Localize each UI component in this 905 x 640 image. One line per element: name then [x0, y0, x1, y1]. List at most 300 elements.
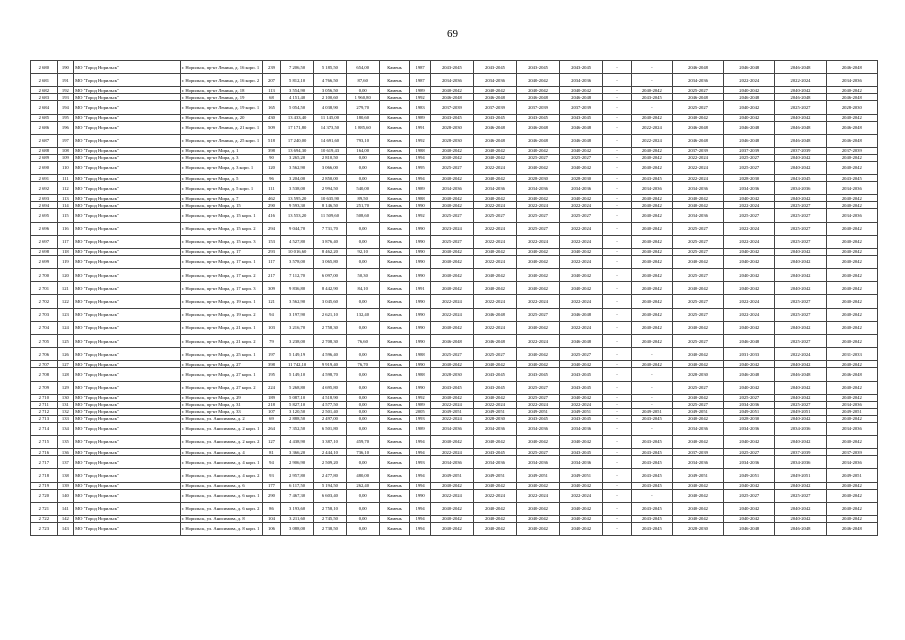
total-area-cell: 5 054,50 [281, 101, 314, 114]
period-9-cell: 2040-2042 [775, 361, 826, 368]
period-1-cell: 2028-2030 [430, 134, 473, 147]
wall-material-cell: Камень [379, 182, 410, 195]
total-area-cell: 9 044,70 [281, 222, 314, 235]
period-1-cell: 2040-2042 [430, 522, 473, 535]
living-area-cell: 2 100,60 [314, 94, 347, 101]
residents-cell: 96 [262, 175, 280, 182]
nonresidential-area-cell: 508,60 [346, 209, 379, 222]
period-9-cell: 2046-2048 [775, 134, 826, 147]
municipality-cell: МО "Город Норильск" [74, 147, 181, 154]
row-number-cell: 2 696 [31, 222, 58, 235]
item-number-cell: 191 [57, 74, 73, 87]
period-10-cell: 2046-2048 [826, 368, 877, 381]
period-1-cell: 2022-2024 [430, 489, 473, 502]
construction-year-cell: 1990 [410, 255, 431, 268]
period-5-cell: - [603, 114, 632, 121]
period-7-cell: 2046-2048 [672, 94, 723, 101]
period-9-cell: 2025-2027 [775, 222, 826, 235]
municipality-cell: МО "Город Норильск" [74, 415, 181, 422]
period-1-cell: 2034-2036 [430, 182, 473, 195]
period-9-cell: 2040-2042 [775, 195, 826, 202]
nonresidential-area-cell: 0,00 [346, 154, 379, 161]
period-4-cell: 2046-2048 [560, 308, 603, 321]
period-8-cell: 2040-2042 [724, 502, 775, 515]
period-6-cell: 2040-2042 [631, 147, 672, 154]
period-1-cell: 2040-2042 [430, 515, 473, 522]
nonresidential-area-cell: 87,60 [346, 74, 379, 87]
period-4-cell: 2046-2048 [560, 134, 603, 147]
address-cell: г. Норильск, пр-кт Мира, д. 27 корп. 1 [180, 368, 262, 381]
period-5-cell: - [603, 121, 632, 134]
period-7-cell: 2034-2036 [672, 456, 723, 469]
construction-year-cell: 1994 [410, 469, 431, 482]
period-10-cell: 2031-2033 [826, 348, 877, 361]
period-3-cell: 2022-2024 [517, 202, 560, 209]
period-7-cell: 2028-2030 [672, 368, 723, 381]
period-3-cell: 2040-2042 [517, 87, 560, 94]
period-4-cell: 2040-2042 [560, 482, 603, 489]
period-3-cell: 2040-2042 [517, 195, 560, 202]
item-number-cell: 120 [57, 269, 73, 282]
period-8-cell: 2040-2042 [724, 101, 775, 114]
total-area-cell: 13 595,20 [281, 195, 314, 202]
period-9-cell: 2025-2027 [775, 308, 826, 321]
construction-year-cell: 1988 [410, 348, 431, 361]
row-number-cell: 2 693 [31, 195, 58, 202]
row-number-cell: 2 719 [31, 482, 58, 489]
municipality-cell: МО "Город Норильск" [74, 368, 181, 381]
period-8-cell: 2046-2048 [724, 94, 775, 101]
municipality-cell: МО "Город Норильск" [74, 295, 181, 308]
living-area-cell: 6 501,80 [314, 422, 347, 435]
living-area-cell: 4 577,50 [314, 401, 347, 408]
period-7-cell: 2025-2027 [672, 401, 723, 408]
table-row [31, 489, 878, 502]
table-row [31, 175, 878, 182]
construction-year-cell: 1990 [410, 489, 431, 502]
period-1-cell: 2040-2042 [430, 202, 473, 209]
page-number: 69 [447, 28, 458, 40]
period-10-cell: 2040-2042 [826, 394, 877, 401]
municipality-cell: МО "Город Норильск" [74, 114, 181, 121]
period-1-cell: 2022-2024 [430, 415, 473, 422]
period-5-cell: - [603, 161, 632, 174]
period-1-cell: 2040-2042 [430, 502, 473, 515]
row-number-cell: 2 702 [31, 295, 58, 308]
municipality-cell: МО "Город Норильск" [74, 255, 181, 268]
period-10-cell: 2040-2042 [826, 415, 877, 422]
municipality-cell: МО "Город Норильск" [74, 94, 181, 101]
total-area-cell: 3 538,00 [281, 182, 314, 195]
municipality-cell: МО "Город Норильск" [74, 401, 181, 408]
period-3-cell: 2025-2027 [517, 222, 560, 235]
period-7-cell: 2034-2036 [672, 422, 723, 435]
total-area-cell: 2 957,80 [281, 469, 314, 482]
period-5-cell: - [603, 482, 632, 489]
period-5-cell: - [603, 74, 632, 87]
wall-material-cell: Камень [379, 415, 410, 422]
nonresidential-area-cell: 736,10 [346, 449, 379, 456]
period-5-cell: - [603, 449, 632, 456]
row-number-cell: 2 708 [31, 368, 58, 381]
period-5-cell: - [603, 408, 632, 415]
period-2-cell: 2040-2042 [473, 282, 516, 295]
nonresidential-area-cell: 0,00 [346, 321, 379, 334]
table-row [31, 209, 878, 222]
table-row [31, 147, 878, 154]
period-9-cell: 2040-2042 [775, 415, 826, 422]
period-3-cell: 2028-2030 [517, 175, 560, 182]
period-4-cell: 2049-2051 [560, 408, 603, 415]
living-area-cell: 6 603,40 [314, 489, 347, 502]
period-1-cell: 2022-2024 [430, 449, 473, 456]
item-number-cell: 116 [57, 222, 73, 235]
period-1-cell: 2040-2042 [430, 361, 473, 368]
nonresidential-area-cell: 459,70 [346, 435, 379, 448]
address-cell: г. Норильск, пр-кт Мира, д. 31 [180, 401, 262, 408]
period-4-cell: 2040-2042 [560, 435, 603, 448]
period-4-cell: 2040-2042 [560, 248, 603, 255]
period-3-cell: 2022-2024 [517, 335, 560, 348]
period-8-cell: 2031-2033 [724, 348, 775, 361]
period-4-cell: 2037-2039 [560, 101, 603, 114]
period-10-cell: 2040-2042 [826, 335, 877, 348]
period-10-cell: 2040-2042 [826, 321, 877, 334]
period-3-cell: 2034-2036 [517, 182, 560, 195]
period-3-cell: 2046-2048 [517, 134, 560, 147]
period-1-cell: 2022-2024 [430, 308, 473, 321]
period-6-cell: 2043-2045 [631, 175, 672, 182]
living-area-cell: 2 994,50 [314, 182, 347, 195]
address-cell: г. Норильск, пр-кт Мира, д. 5 корп. 1 [180, 182, 262, 195]
residents-cell: 398 [262, 147, 280, 154]
wall-material-cell: Камень [379, 147, 410, 154]
period-6-cell: 2043-2045 [631, 515, 672, 522]
row-number-cell: 2 683 [31, 94, 58, 101]
table-row [31, 154, 878, 161]
period-4-cell: 2049-2051 [560, 469, 603, 482]
wall-material-cell: Камень [379, 502, 410, 515]
period-6-cell: - [631, 401, 672, 408]
municipality-cell: МО "Город Норильск" [74, 161, 181, 174]
period-2-cell: 2040-2042 [473, 269, 516, 282]
item-number-cell: 118 [57, 248, 73, 255]
residents-cell: 290 [262, 489, 280, 502]
period-1-cell: 2025-2027 [430, 209, 473, 222]
table-row [31, 161, 878, 174]
period-4-cell: 2034-2036 [560, 422, 603, 435]
wall-material-cell: Камень [379, 456, 410, 469]
period-3-cell: 2025-2027 [517, 449, 560, 456]
wall-material-cell: Камень [379, 255, 410, 268]
period-8-cell: 2037-2039 [724, 147, 775, 154]
period-8-cell: 2040-2042 [724, 114, 775, 121]
item-number-cell: 130 [57, 394, 73, 401]
municipality-cell: МО "Город Норильск" [74, 394, 181, 401]
address-cell: г. Норильск, ул. Анисимова, д. 2 корп. 1 [180, 422, 262, 435]
municipality-cell: МО "Город Норильск" [74, 154, 181, 161]
period-2-cell: 2022-2024 [473, 222, 516, 235]
municipality-cell: МО "Город Норильск" [74, 482, 181, 489]
address-cell: г. Норильск, ул. Анисимова, д. 6 корп. 2 [180, 502, 262, 515]
total-area-cell: 3 554,90 [281, 87, 314, 94]
period-9-cell: 2046-2048 [775, 61, 826, 74]
period-8-cell: 2028-2030 [724, 415, 775, 422]
total-area-cell: 3 562,90 [281, 161, 314, 174]
row-number-cell: 2 686 [31, 121, 58, 134]
period-7-cell: 2040-2042 [672, 515, 723, 522]
municipality-cell: МО "Город Норильск" [74, 175, 181, 182]
item-number-cell: 140 [57, 489, 73, 502]
residents-cell: 398 [262, 361, 280, 368]
period-10-cell: 2040-2042 [826, 154, 877, 161]
period-9-cell: 2034-2036 [775, 182, 826, 195]
period-6-cell: 2043-2045 [631, 482, 672, 489]
period-4-cell: 2022-2024 [560, 295, 603, 308]
living-area-cell: 8 462,20 [314, 248, 347, 255]
period-8-cell: 2022-2024 [724, 74, 775, 87]
period-1-cell: 2043-2045 [430, 381, 473, 394]
period-3-cell: 2043-2045 [517, 368, 560, 381]
residents-cell: 104 [262, 515, 280, 522]
period-1-cell: 2023-2024 [430, 222, 473, 235]
municipality-cell: МО "Город Норильск" [74, 209, 181, 222]
period-8-cell: 2040-2042 [724, 515, 775, 522]
period-2-cell: 2022-2024 [473, 202, 516, 209]
nonresidential-area-cell: 0,00 [346, 381, 379, 394]
period-5-cell: - [603, 282, 632, 295]
nonresidential-area-cell: 1 885,60 [346, 121, 379, 134]
living-area-cell: 3 056,50 [314, 87, 347, 94]
period-4-cell: 2034-2036 [560, 182, 603, 195]
period-4-cell: 2025-2027 [560, 209, 603, 222]
address-cell: г. Норильск, ул. Анисимова, д. 2 корп. 2 [180, 435, 262, 448]
nonresidential-area-cell: 89,50 [346, 195, 379, 202]
period-10-cell: 2046-2048 [826, 61, 877, 74]
period-9-cell: 2025-2027 [775, 235, 826, 248]
period-2-cell: 2040-2042 [473, 522, 516, 535]
period-6-cell: 2049-2051 [631, 408, 672, 415]
total-area-cell: 10 016,60 [281, 248, 314, 255]
residents-cell: 127 [262, 435, 280, 448]
nonresidential-area-cell: 0,00 [346, 255, 379, 268]
item-number-cell: 113 [57, 195, 73, 202]
period-8-cell: 2046-2048 [724, 121, 775, 134]
wall-material-cell: Камень [379, 94, 410, 101]
period-3-cell: 2034-2036 [517, 422, 560, 435]
period-6-cell: 2043-2045 [631, 456, 672, 469]
address-cell: г. Норильск, пр-кт Мира, д. 3 корп. 1 [180, 161, 262, 174]
address-cell: г. Норильск, пр-кт Мира, д. 21 корп. 1 [180, 321, 262, 334]
address-cell: г. Норильск, пр-кт Мира, д. 27 [180, 361, 262, 368]
address-cell: г. Норильск, пр-кт Ленина, д. 18 [180, 87, 262, 94]
table-row [31, 502, 878, 515]
period-2-cell: 2040-2042 [473, 361, 516, 368]
address-cell: г. Норильск, пр-кт Мира, д. 15 корп. 2 [180, 222, 262, 235]
wall-material-cell: Камень [379, 335, 410, 348]
nonresidential-area-cell: 0,00 [346, 222, 379, 235]
construction-year-cell: 1990 [410, 308, 431, 321]
table-row [31, 361, 878, 368]
wall-material-cell: Камень [379, 401, 410, 408]
living-area-cell: 2 758,30 [314, 321, 347, 334]
total-area-cell: 7 352,50 [281, 422, 314, 435]
item-number-cell: 137 [57, 456, 73, 469]
table-row [31, 401, 878, 408]
period-2-cell: 2046-2048 [473, 94, 516, 101]
period-10-cell: 2040-2042 [826, 435, 877, 448]
period-10-cell: 2046-2048 [826, 121, 877, 134]
period-5-cell: - [603, 401, 632, 408]
table-row [31, 394, 878, 401]
period-7-cell: 2040-2042 [672, 255, 723, 268]
municipality-cell: МО "Город Норильск" [74, 195, 181, 202]
period-6-cell: 2040-2042 [631, 282, 672, 295]
period-10-cell: 2034-2036 [826, 456, 877, 469]
period-9-cell: 2040-2042 [775, 482, 826, 489]
total-area-cell: 3 197,90 [281, 308, 314, 321]
nonresidential-area-cell: 480,00 [346, 469, 379, 482]
construction-year-cell: 1993 [410, 415, 431, 422]
row-number-cell: 2 705 [31, 335, 58, 348]
residents-cell: 218 [262, 401, 280, 408]
nonresidential-area-cell: 0,00 [346, 161, 379, 174]
item-number-cell: 192 [57, 87, 73, 94]
nonresidential-area-cell: 76,60 [346, 335, 379, 348]
municipality-cell: МО "Город Норильск" [74, 308, 181, 321]
period-10-cell: 2040-2042 [826, 515, 877, 522]
period-9-cell: 2040-2042 [775, 114, 826, 121]
period-5-cell: - [603, 61, 632, 74]
nonresidential-area-cell: 0,00 [346, 489, 379, 502]
period-7-cell: 2040-2042 [672, 195, 723, 202]
row-number-cell: 2 698 [31, 248, 58, 255]
row-number-cell: 2 712 [31, 408, 58, 415]
construction-year-cell: 1991 [410, 121, 431, 134]
municipality-cell: МО "Город Норильск" [74, 182, 181, 195]
nonresidential-area-cell: 92,10 [346, 248, 379, 255]
total-area-cell: 5 149,19 [281, 348, 314, 361]
living-area-cell: 11 509,60 [314, 209, 347, 222]
residents-cell: 197 [262, 348, 280, 361]
period-3-cell: 2025-2027 [517, 154, 560, 161]
period-4-cell: 2034-2036 [560, 456, 603, 469]
row-number-cell: 2 720 [31, 489, 58, 502]
period-8-cell: 2034-2036 [724, 182, 775, 195]
period-3-cell: 2049-2051 [517, 408, 560, 415]
table-row [31, 94, 878, 101]
municipality-cell: МО "Город Норильск" [74, 235, 181, 248]
municipality-cell: МО "Город Норильск" [74, 74, 181, 87]
period-4-cell: 2043-2045 [560, 415, 603, 422]
period-3-cell: 2025-2027 [517, 394, 560, 401]
period-2-cell: 2022-2024 [473, 161, 516, 174]
row-number-cell: 2 703 [31, 308, 58, 321]
residents-cell: 93 [262, 469, 280, 482]
period-8-cell: 2046-2048 [724, 368, 775, 381]
residents-cell: 165 [262, 101, 280, 114]
period-7-cell: 2034-2036 [672, 182, 723, 195]
period-2-cell: 2022-2024 [473, 321, 516, 334]
period-6-cell: 2040-2042 [631, 295, 672, 308]
period-3-cell: 2040-2042 [517, 435, 560, 448]
construction-year-cell: 1990 [410, 235, 431, 248]
period-4-cell: 2046-2048 [560, 335, 603, 348]
residents-cell: 294 [262, 222, 280, 235]
period-5-cell: - [603, 147, 632, 154]
construction-year-cell: 1994 [410, 502, 431, 515]
row-number-cell: 2 694 [31, 202, 58, 209]
period-8-cell: 2022-2024 [724, 235, 775, 248]
period-1-cell: 2040-2042 [430, 154, 473, 161]
period-7-cell: 2040-2042 [672, 482, 723, 489]
table-row [31, 335, 878, 348]
period-9-cell: 2040-2042 [775, 502, 826, 515]
wall-material-cell: Камень [379, 101, 410, 114]
period-3-cell: 2022-2024 [517, 235, 560, 248]
item-number-cell: 129 [57, 381, 73, 394]
residents-cell: 94 [262, 308, 280, 321]
table-row [31, 522, 878, 535]
period-7-cell: 2040-2042 [672, 282, 723, 295]
period-9-cell: 2046-2048 [775, 368, 826, 381]
period-3-cell: 2022-2024 [517, 489, 560, 502]
period-9-cell: 2046-2048 [775, 94, 826, 101]
total-area-cell: 2 888,50 [281, 415, 314, 422]
municipality-cell: МО "Город Норильск" [74, 522, 181, 535]
period-7-cell: 2025-2027 [672, 381, 723, 394]
total-area-cell: 3 562,90 [281, 295, 314, 308]
address-cell: г. Норильск, пр-кт Мира, д. 17 корп. 3 [180, 282, 262, 295]
period-3-cell: 2040-2042 [517, 348, 560, 361]
wall-material-cell: Камень [379, 348, 410, 361]
period-4-cell: 2025-2027 [560, 154, 603, 161]
period-8-cell: 2049-2051 [724, 408, 775, 415]
residents-cell: 69 [262, 415, 280, 422]
item-number-cell: 119 [57, 255, 73, 268]
period-1-cell: 2034-2036 [430, 74, 473, 87]
row-number-cell: 2 688 [31, 147, 58, 154]
period-1-cell: 2040-2042 [430, 248, 473, 255]
period-7-cell: 2040-2042 [672, 502, 723, 515]
address-cell: г. Норильск, ул. Анисимова, д. 8 корп. 1 [180, 522, 262, 535]
total-area-cell: 17 240,00 [281, 134, 314, 147]
residents-cell: 264 [262, 422, 280, 435]
construction-year-cell: 1990 [410, 222, 431, 235]
table-row [31, 134, 878, 147]
period-8-cell: 2040-2042 [724, 248, 775, 255]
period-4-cell: 2022-2024 [560, 489, 603, 502]
living-area-cell: 5 194,50 [314, 482, 347, 489]
item-number-cell: 139 [57, 482, 73, 489]
period-7-cell: 2025-2027 [672, 295, 723, 308]
nonresidential-area-cell: 132,40 [346, 308, 379, 321]
period-2-cell: 2046-2048 [473, 335, 516, 348]
period-9-cell: 2040-2042 [775, 435, 826, 448]
period-5-cell: - [603, 368, 632, 381]
period-7-cell: 2022-2024 [672, 161, 723, 174]
period-8-cell: 2034-2036 [724, 456, 775, 469]
living-area-cell: 10 635,90 [314, 195, 347, 202]
nonresidential-area-cell: 0,00 [346, 515, 379, 522]
nonresidential-area-cell: 0,00 [346, 422, 379, 435]
period-2-cell: 2022-2024 [473, 489, 516, 502]
residents-cell: 189 [262, 394, 280, 401]
period-2-cell: 2040-2042 [473, 154, 516, 161]
period-4-cell: 2022-2024 [560, 321, 603, 334]
period-1-cell: 2040-2042 [430, 321, 473, 334]
row-number-cell: 2 682 [31, 87, 58, 94]
